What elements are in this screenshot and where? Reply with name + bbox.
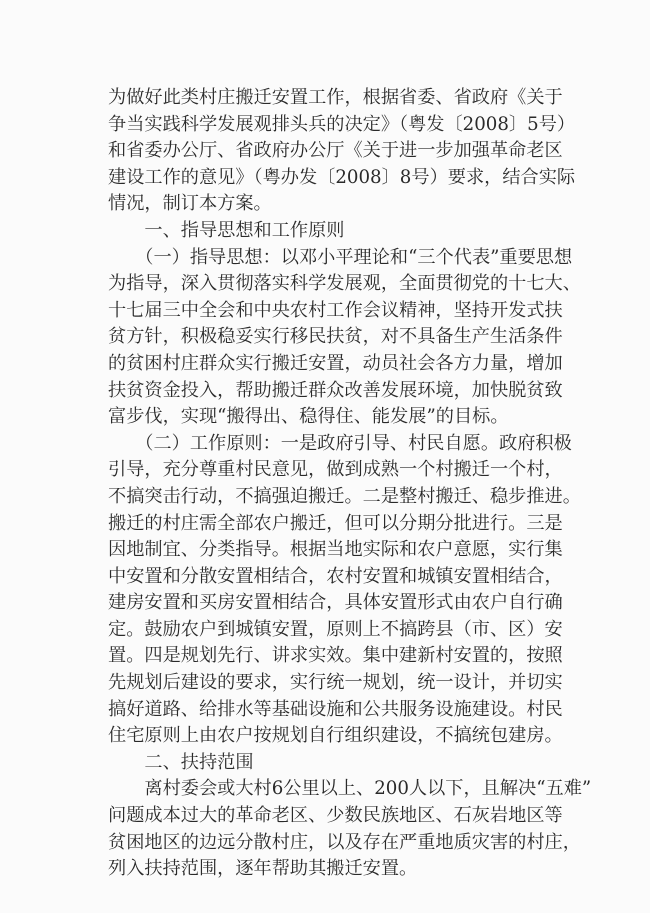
text-line: （一）指导思想：以邓小平理论和“三个代表”重要思想	[108, 246, 573, 268]
text-line: 搬迁的村庄需全部农户搬迁，但可以分期分批进行。三是	[108, 512, 563, 534]
text-line: 列入扶持范围，逐年帮助其搬迁安置。	[108, 858, 418, 880]
text-line: 十七届三中全会和中央农村工作会议精神，坚持开发式扶	[108, 299, 563, 321]
section-heading: 二、扶持范围	[108, 751, 254, 773]
document-body	[108, 85, 592, 883]
text-line: 搞好道路、给排水等基础设施和公共服务设施建设。村民	[108, 698, 563, 720]
text-line: 不搞突击行动，不搞强迫搬迁。二是整村搬迁、稳步推进。	[108, 485, 581, 507]
text-line: 置。四是规划先行、讲求实效。集中建新村安置的，按照	[108, 645, 563, 667]
text-line: 建设工作的意见》（粤办发〔2008〕8号）要求，结合实际	[108, 166, 576, 188]
text-line: 问题成本过大的革命老区、少数民族地区、石灰岩地区等	[108, 805, 563, 827]
text-line: 为指导，深入贯彻落实科学发展观，全面贯彻党的十七大、	[108, 273, 581, 295]
text-line: 离村委会或大村6公里以上、200人以下，且解决“五难”	[108, 778, 592, 800]
text-line: 引导，充分尊重村民意见，做到成熟一个村搬迁一个村，	[108, 459, 563, 481]
text-line: 中安置和分散安置相结合，农村安置和城镇安置相结合，	[108, 565, 563, 587]
text-line: 定。鼓励农户到城镇安置，原则上不搞跨县（市、区）安	[108, 618, 563, 640]
text-line: 贫方针，积极稳妥实行移民扶贫，对不具备生产生活条件	[108, 326, 563, 348]
text-line: 因地制宜、分类指导。根据当地实际和农户意愿，实行集	[108, 539, 563, 561]
text-line: 建房安置和买房安置相结合，具体安置形式由农户自行确	[108, 592, 563, 614]
text-line: 情况，制订本方案。	[108, 193, 272, 215]
text-line: 和省委办公厅、省政府办公厅《关于进一步加强革命老区	[108, 140, 563, 162]
text-line: 富步伐，实现“搬得出、稳得住、能发展”的目标。	[108, 406, 509, 428]
text-line: 扶贫资金投入，帮助搬迁群众改善发展环境，加快脱贫致	[108, 379, 563, 401]
section-heading: 一、指导思想和工作原则	[108, 219, 345, 241]
text-line: 的贫困村庄群众实行搬迁安置，动员社会各方力量，增加	[108, 352, 563, 374]
text-line: 先规划后建设的要求，实行统一规划，统一设计，并切实	[108, 672, 563, 694]
text-line: 贫困地区的边远分散村庄，以及存在严重地质灾害的村庄，	[108, 831, 581, 853]
text-line: 住宅原则上由农户按规划自行组织建设，不搞统包建房。	[108, 725, 563, 747]
text-line: 为做好此类村庄搬迁安置工作，根据省委、省政府《关于	[108, 87, 563, 108]
text-line: 争当实践科学发展观排头兵的决定》（粤发〔2008〕5号）	[108, 113, 576, 135]
text-line: （二）工作原则：一是政府引导、村民自愿。政府积极	[108, 432, 572, 454]
